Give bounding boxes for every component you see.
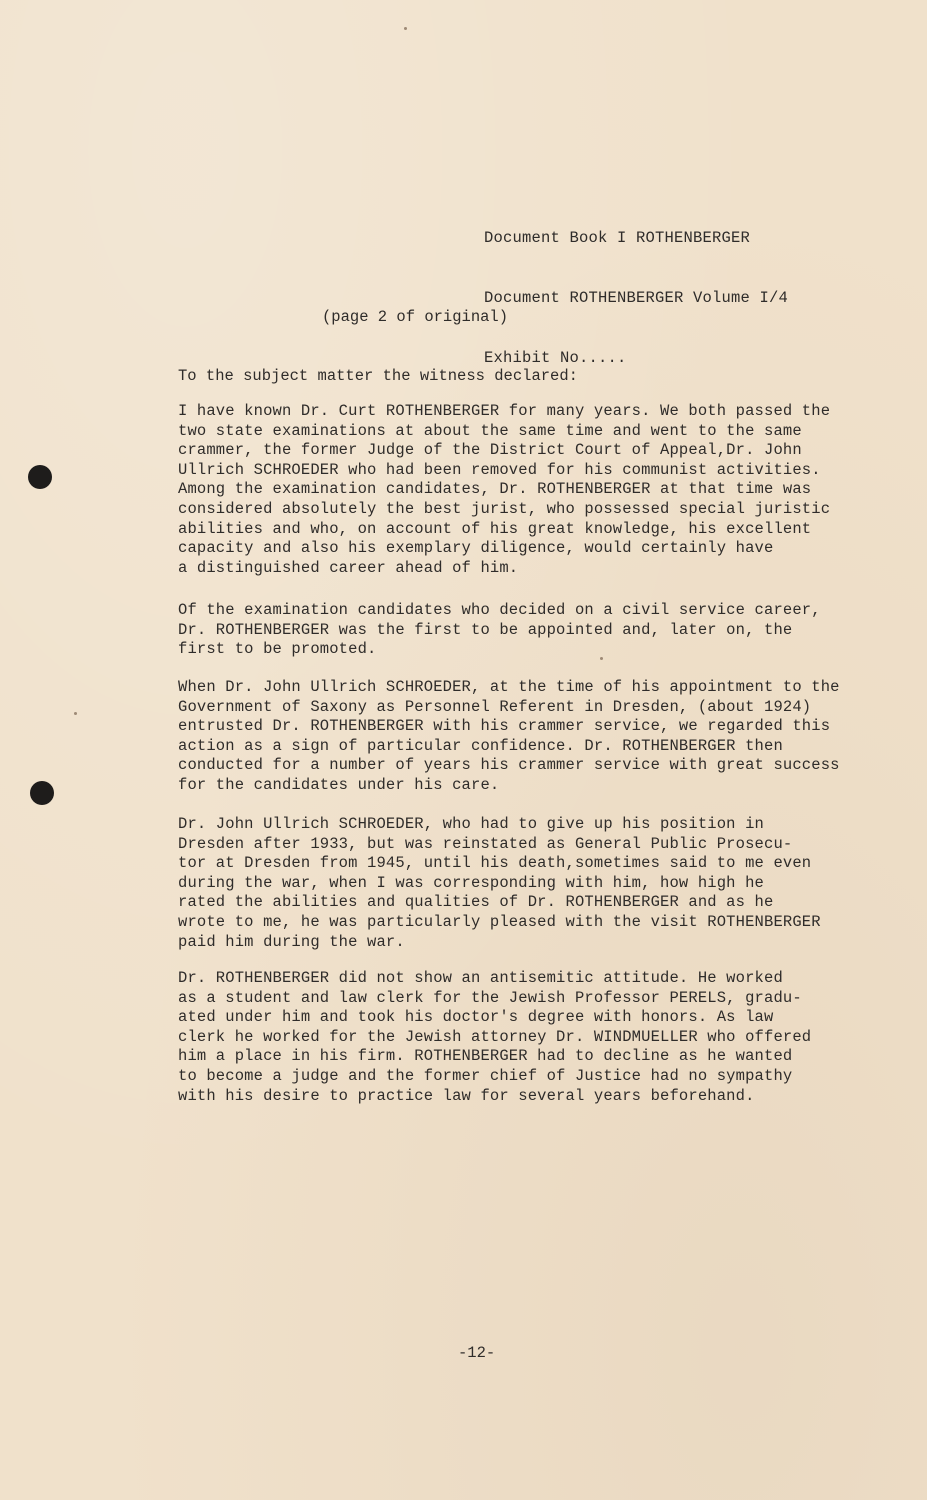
header-line-exhibit: Exhibit No..... bbox=[484, 349, 627, 367]
page-subheading: (page 2 of original) bbox=[322, 308, 509, 326]
paragraph-5: Dr. ROTHENBERGER did not show an antisemitic attitude. He worked as a student and law clerk for the Jewish Professor PERELS, gradu- ated under him and took his doctor's degree with honors. As law clerk he worked for the Jewish attorney Dr. WINDMUELLER who offered him a place in his firm. ROTHENBERGER had to decline as he wanted to become a judge and the former chief of Justice had no sympathy with his desire to practice law for several years beforehand. bbox=[178, 969, 812, 1105]
header-line-document-volume: Document ROTHENBERGER Volume I/4 bbox=[484, 289, 789, 307]
punch-hole-top bbox=[28, 465, 52, 489]
paragraph-2: Of the examination candidates who decided on a civil service career, Dr. ROTHENBERGER was the first to be appointed and, later on, the first to be promoted. bbox=[178, 601, 821, 659]
header-line-document-book: Document Book I ROTHENBERGER bbox=[484, 229, 751, 247]
intro-line: To the subject matter the witness declared: bbox=[178, 367, 578, 385]
paragraph-4: Dr. John Ullrich SCHROEDER, who had to give up his position in Dresden after 1933, but was reinstated as General Public Prosecu- tor at Dresden from 1945, until his death,sometimes said to me even during the war, when I was corresponding with him, how high he rated the abilities and qualities of Dr. ROTHENBERGER and as he wrote to me, he was particularly pleased with the visit ROTHENBERGER paid him during the war. bbox=[178, 815, 821, 951]
punch-hole-bottom bbox=[30, 781, 54, 805]
paragraph-1: I have known Dr. Curt ROTHENBERGER for many years. We both passed the two state examinations at about the same time and went to the same crammer, the former Judge of the District Court of Appeal,Dr. John Ullrich SCHROEDER who had been removed for his communist activities. Among the examination candidates, Dr. ROTHENBERGER at that time was considered absolutely the best jurist, who possessed special juristic abilities and who, on account of his great knowledge, his excellent capacity and also his exemplary diligence, would certainly have a distinguished career ahead of him. bbox=[178, 402, 831, 577]
paper-speck bbox=[404, 27, 407, 30]
paper-speck bbox=[74, 712, 77, 715]
paragraph-3: When Dr. John Ullrich SCHROEDER, at the time of his appointment to the Government of Saxony as Personnel Referent in Dresden, (about 1924) entrusted Dr. ROTHENBERGER with his crammer service, we regarded this action as a sign of particular confidence. Dr. ROTHENBERGER then conducted for a number of years his crammer service with great success for the candidates under his care. bbox=[178, 678, 840, 794]
page-number: -12- bbox=[458, 1344, 496, 1362]
